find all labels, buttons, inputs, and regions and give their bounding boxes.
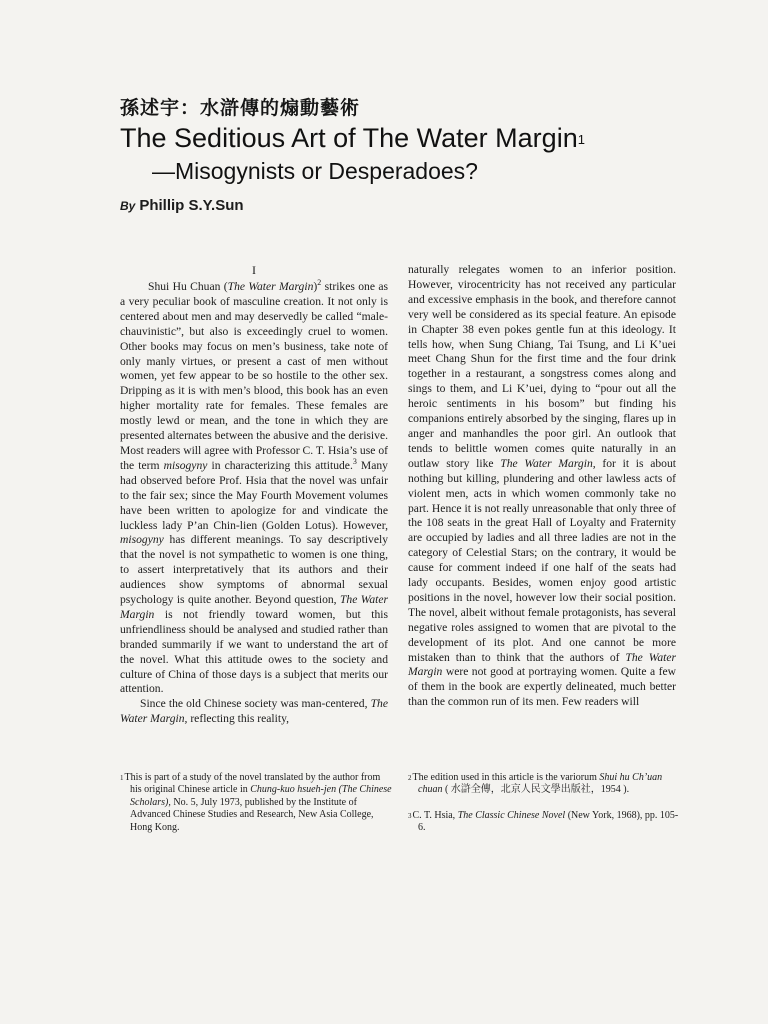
text-run: were not good at portraying women. Quite a few of them in the book are expertly delineated, much better than the common run of its men. Few readers will xyxy=(408,665,676,709)
italic-term: misogyny xyxy=(163,458,208,472)
text-run: ) xyxy=(313,280,318,293)
italic-source: Chung-kuo hsueh-jen (The Chinese Scholars), xyxy=(130,784,392,808)
paragraph-continued xyxy=(408,263,676,710)
footnote-1-body xyxy=(120,772,392,834)
footnote-ref-2: 2 xyxy=(317,278,322,288)
paragraph-2 xyxy=(120,697,388,727)
text-run: strikes one as a very peculiar book of masculine creation. It not only is centered about men and may deservedly be called “male-chauvinistic”, but also is exceedingly cruel to women. Other books may focus on men’s business, take note of only manly virtues, or present a cast of men without women, yet few appear to be so hostile to the other sex. Dripping as it is with men’s blood, this book has an even higher mortality rate for females. These females are mostly lewd or mean, and the tone in which they are presented alternates between the abusive and the derisive. Most readers will agree with Professor C. T. Hsia’s use of the term xyxy=(120,280,388,472)
author-name: Phillip S.Y.Sun xyxy=(139,197,244,214)
text-run: Many had observed before Prof. Hsia that the novel was unfair to the fair sex; since the May Fourth Movement volumes have been written to apologize for and vindicate the luckless lady P’an Chin-lien (Golden Lotus). However, xyxy=(120,458,388,532)
italic-source: Shui hu Ch’uan chuan xyxy=(418,772,663,796)
text-run: The edition used in this article is the variorum xyxy=(412,772,600,783)
italic-term: misogyny xyxy=(120,533,164,547)
footnote-3-body xyxy=(408,810,680,835)
article-title-text: The Seditious Art of The Water Margin xyxy=(120,123,578,153)
text-run: C. T. Hsia, xyxy=(412,810,458,821)
italic-title: The Water Margin, xyxy=(500,456,596,470)
italic-title: The Water Margin xyxy=(120,593,388,621)
text-run: No. 5, July 1973, published by the Institute of Advanced Chinese Studies and Research, New Asia College, Hong Kong. xyxy=(130,796,374,833)
italic-title: The Water Margin, xyxy=(120,697,388,726)
text-run: Since the old Chinese society was man-centered, xyxy=(140,697,371,711)
article-subtitle: —Misogynists or Desperadoes? xyxy=(152,158,478,184)
text-run: This is part of a study of the novel translated by the author from his original Chinese article in xyxy=(124,772,381,796)
text-run: (New York, 1968), pp. 105-6. xyxy=(418,810,679,834)
footnote-2 xyxy=(408,772,680,797)
section-number: I xyxy=(252,263,256,277)
text-run: is not friendly toward women, but this unfriendliness should be analysed and studied rather than branded summarily if we want to understand the art of the novel. What this attitude owes to the society and culture of China of those days is a subject that merits our attention. xyxy=(120,607,388,696)
footnote-number: 3 xyxy=(408,812,412,820)
text-run: naturally relegates women to an inferior position. However, virocentricity has not received any particular and excessive emphasis in the book, and therefore cannot very well be considered as its special feature. An episode in Chapter 38 even pokes gentle fun at this ideology. It tells how, when Sung Chiang, Tai Tsung, and Li K’uei meet Chang Shun for the first time and the four drink together in a restaurant, a songstress comes along and sings to them, and Li K’uei, dying to “pour out all the heroic sentiments in his bosom” but finding his companions entirely absorbed by the singing, flares up in anger and manhandles the poor girl. An outlook that tends to belittle women comes quite naturally in an outlaw story like xyxy=(408,263,676,470)
chinese-title: 孫述宇：水滸傳的煽動藝術 xyxy=(120,97,361,119)
right-column xyxy=(408,263,676,710)
paragraph-1 xyxy=(120,280,388,697)
footnote-2-body xyxy=(408,772,680,797)
italic-source: The Classic Chinese Novel xyxy=(457,810,566,821)
article-header xyxy=(120,96,680,216)
footnote-1 xyxy=(120,772,392,834)
article-title xyxy=(120,122,680,154)
italic-title: The Water Margin xyxy=(227,280,314,293)
footnote-number: 1 xyxy=(120,774,124,782)
footnote-number: 2 xyxy=(408,774,412,782)
footnote-ref-1: 1 xyxy=(577,132,585,147)
text-run: in characterizing this attitude. xyxy=(207,458,353,472)
left-column xyxy=(120,263,388,727)
text-run: reflecting this reality, xyxy=(187,712,290,726)
text-run: has different meanings. To say descriptively that the novel is not sympathetic to women is one thing, to assert interpretatively that its authors and their audiences show symptoms of abnormal sexual psychology is quite another. Beyond question, xyxy=(120,533,388,607)
footnote-ref-3: 3 xyxy=(352,457,357,467)
byline xyxy=(120,196,680,216)
text-run: Shui Hu Chuan ( xyxy=(148,280,228,293)
italic-title: The Water Margin xyxy=(408,650,676,679)
byline-prefix: By xyxy=(120,199,136,213)
text-run: for it is about nothing but killing, plundering and other lawless acts of violent men, acts in which women commonly take no part. Hence it is not really unreasonable that only three of the 108 seats in the great Hall of Loyalty and Fraternity are occupied by ladies and all three ladies are not in the category of Celestial Stars; on the contrary, it would be cause for comment indeed if one half of the seats had lady occupants. Besides, women enjoy good artistic positions in the novel, however low their social position. The novel, albeit without female protagonists, has several negative roles assigned to women that are pivotal to the development of its plot. And one cannot be more mistaken than to think that the authors of xyxy=(408,456,676,664)
text-run: ( 水滸全傳，北京人民文學出版社，1954 ). xyxy=(442,784,630,796)
footnote-3 xyxy=(408,810,680,835)
